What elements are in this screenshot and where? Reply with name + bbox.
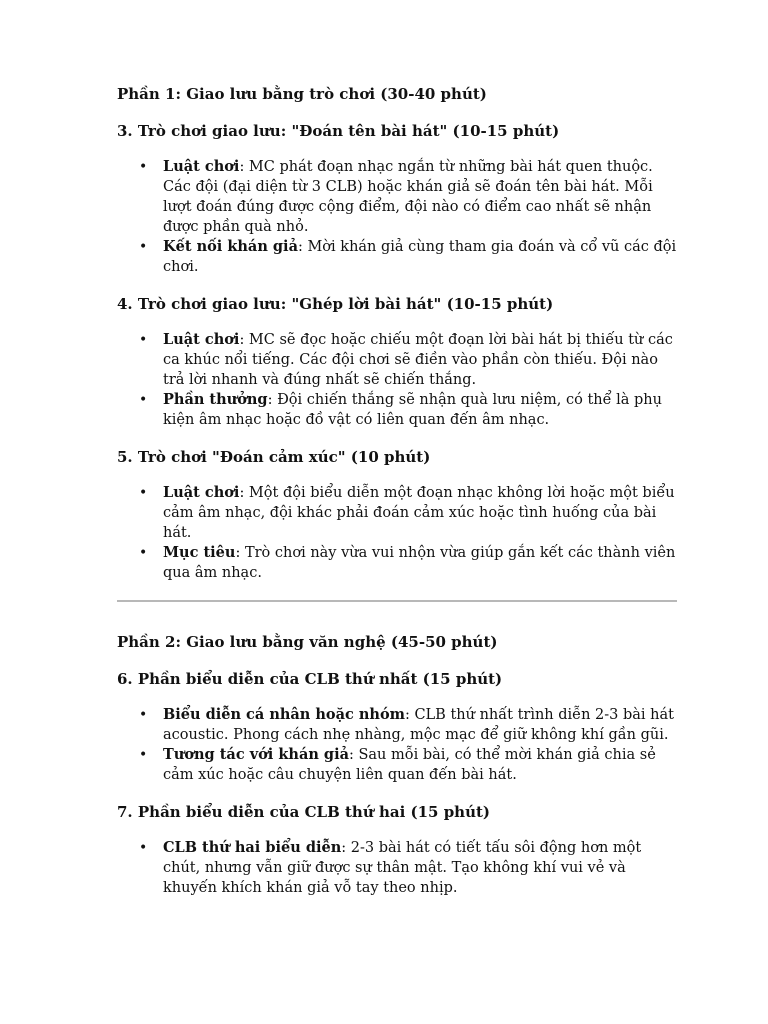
bullet-list — [117, 483, 677, 583]
section-7 — [117, 802, 677, 898]
bullet-list — [117, 705, 677, 785]
list-item — [163, 705, 677, 745]
bullet-term: Phần thưởng — [163, 391, 268, 408]
bullet-term: CLB thứ hai biểu diễn — [163, 839, 342, 856]
list-item — [163, 330, 677, 390]
bullet-text: : MC sẽ đọc hoặc chiếu một đoạn lời bài hát bị thiếu từ các ca khúc nổi tiếng. Các đội chơi sẽ điền vào phần còn thiếu. Đội nào trả lời nhanh và đúng nhất sẽ chiến thắng. — [163, 332, 673, 388]
list-item — [163, 237, 677, 277]
section-5 — [117, 447, 677, 583]
list-item — [163, 543, 677, 583]
bullet-text: : 2-3 bài hát có tiết tấu sôi động hơn một chút, nhưng vẫn giữ được sự thân mật. Tạo không khí vui vẻ và khuyến khích khán giả vỗ tay theo nhịp. — [163, 840, 642, 896]
bullet-list — [117, 157, 677, 277]
bullet-text: : Mời khán giả cùng tham gia đoán và cổ vũ các đội chơi. — [163, 239, 677, 275]
bullet-term: Biểu diễn cá nhân hoặc nhóm — [163, 706, 405, 723]
list-item — [163, 157, 677, 237]
bullet-term: Luật chơi — [163, 331, 240, 348]
bullet-text: : Một đội biểu diễn một đoạn nhạc không lời hoặc một biểu cảm âm nhạc, đội khác phải đoán cảm xúc hoặc tình huống của bài hát. — [163, 485, 675, 541]
bullet-text: : CLB thứ nhất trình diễn 2-3 bài hát acoustic. Phong cách nhẹ nhàng, mộc mạc để giữ không khí gần gũi. — [163, 707, 674, 743]
section-heading: 5. Trò chơi "Đoán cảm xúc" (10 phút) — [117, 448, 431, 466]
document-page — [117, 84, 677, 915]
part-heading: Phần 2: Giao lưu bằng văn nghệ (45-50 phút) — [117, 633, 498, 651]
list-item — [163, 390, 677, 430]
part-2 — [117, 632, 677, 898]
list-item — [163, 838, 677, 898]
bullet-text: : Đội chiến thắng sẽ nhận quà lưu niệm, có thể là phụ kiện âm nhạc hoặc đồ vật có liên quan đến âm nhạc. — [163, 392, 662, 428]
bullet-term: Luật chơi — [163, 484, 240, 501]
bullet-term: Tương tác với khán giả — [163, 746, 349, 763]
section-heading: 7. Phần biểu diễn của CLB thứ hai (15 phút) — [117, 803, 491, 821]
bullet-text: : Trò chơi này vừa vui nhộn vừa giúp gắn kết các thành viên qua âm nhạc. — [163, 545, 676, 581]
bullet-text: : MC phát đoạn nhạc ngắn từ những bài hát quen thuộc. Các đội (đại diện từ 3 CLB) hoặc khán giả sẽ đoán tên bài hát. Mỗi lượt đoán đúng được cộng điểm, đội nào có điểm cao nhất sẽ nhận được phần quà nhỏ. — [163, 159, 653, 235]
section-6 — [117, 669, 677, 785]
part-heading: Phần 1: Giao lưu bằng trò chơi (30-40 phút) — [117, 85, 487, 103]
bullet-list — [117, 838, 677, 898]
section-heading: 3. Trò chơi giao lưu: "Đoán tên bài hát" (10-15 phút) — [117, 122, 560, 140]
bullet-term: Luật chơi — [163, 158, 240, 175]
bullet-term: Mục tiêu — [163, 544, 236, 561]
section-3 — [117, 121, 677, 277]
horizontal-divider — [117, 600, 677, 602]
section-heading: 6. Phần biểu diễn của CLB thứ nhất (15 phút) — [117, 670, 503, 688]
bullet-list — [117, 330, 677, 430]
list-item — [163, 483, 677, 543]
bullet-text: : Sau mỗi bài, có thể mời khán giả chia sẻ cảm xúc hoặc câu chuyện liên quan đến bài hát. — [163, 747, 656, 783]
list-item — [163, 745, 677, 785]
bullet-term: Kết nối khán giả — [163, 238, 298, 255]
section-heading: 4. Trò chơi giao lưu: "Ghép lời bài hát" (10-15 phút) — [117, 295, 554, 313]
section-4 — [117, 294, 677, 430]
part-1 — [117, 84, 677, 583]
